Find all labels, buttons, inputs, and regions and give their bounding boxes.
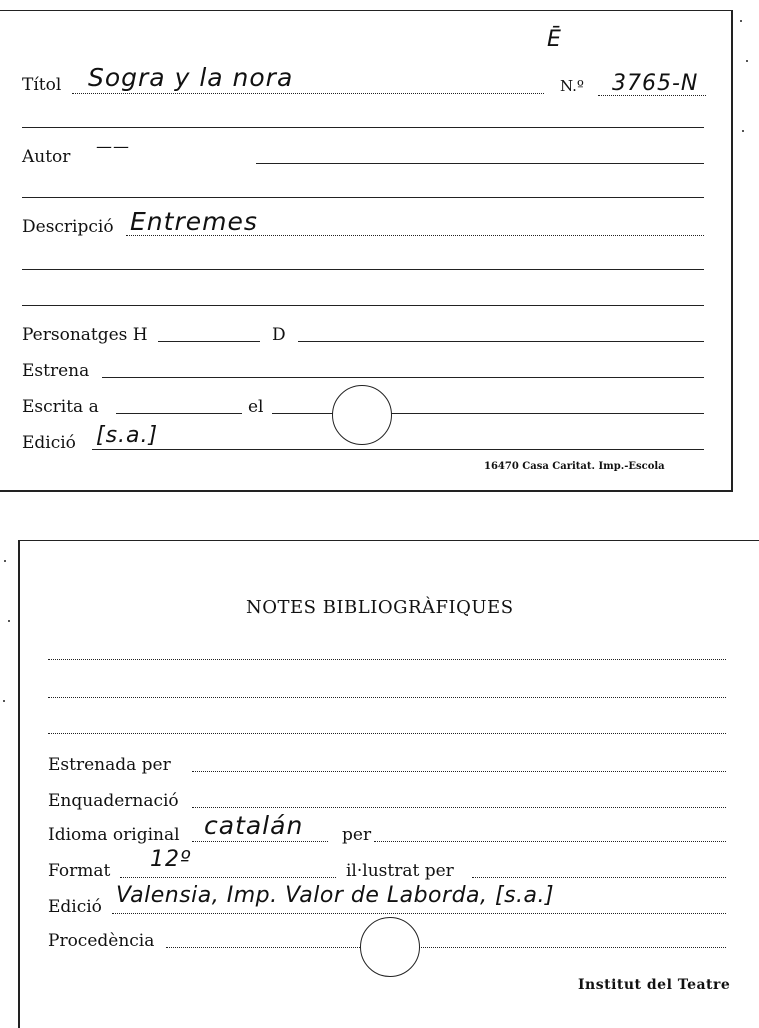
speck	[742, 130, 744, 132]
autor-value: ——	[96, 137, 130, 156]
back-edicio-value: Valensia, Imp. Valor de Laborda, [s.a.]	[116, 883, 555, 908]
procedencia-label: Procedència	[48, 931, 155, 951]
titol-label: Títol	[22, 75, 62, 95]
rule-3	[22, 269, 704, 270]
idioma-per-line	[374, 841, 726, 842]
idioma-label: Idioma original	[48, 825, 180, 845]
rule-4	[22, 305, 704, 306]
escrita-line	[116, 413, 242, 414]
escrita-label: Escrita a	[22, 397, 99, 417]
estrena-label: Estrena	[22, 361, 90, 381]
titol-line	[72, 93, 544, 94]
back-card	[18, 540, 759, 1028]
notes-line-3	[48, 733, 726, 734]
notes-heading: NOTES BIBLIOGRÀFIQUES	[246, 597, 514, 618]
format-label: Format	[48, 861, 111, 881]
printer-imprint: 16470 Casa Caritat. Imp.-Escola	[484, 461, 665, 472]
titol-value: Sogra y la nora	[88, 63, 294, 92]
estrenada-line	[192, 771, 726, 772]
speck	[740, 20, 742, 22]
autor-line	[256, 163, 704, 164]
edicio-value: [s.a.]	[96, 423, 159, 448]
estrena-line	[102, 377, 704, 378]
illustrat-line	[472, 877, 726, 878]
notes-line-2	[48, 697, 726, 698]
rule-2	[22, 197, 704, 198]
numero-value: 3765-N	[612, 71, 699, 96]
back-edicio-line	[112, 913, 726, 914]
format-value: 12º	[150, 847, 192, 872]
autor-label: Autor	[22, 147, 71, 167]
edicio-line	[92, 449, 704, 450]
personatges-d-line	[298, 341, 704, 342]
idioma-line	[192, 841, 328, 842]
personatges-h-line	[158, 341, 260, 342]
front-card	[0, 10, 733, 492]
descripcio-value: Entremes	[130, 207, 258, 236]
enquadernacio-line	[192, 807, 726, 808]
punch-hole-front	[332, 385, 392, 445]
idioma-per-label: per	[342, 825, 372, 845]
descripcio-label: Descripció	[22, 217, 114, 237]
speck	[746, 60, 748, 62]
mark-handwritten: Ē	[547, 27, 562, 52]
idioma-value: catalán	[204, 811, 304, 840]
institution-footer: Institut del Teatre	[578, 977, 731, 993]
notes-line-1	[48, 659, 726, 660]
rule-1	[22, 127, 704, 128]
numero-label: N.º	[560, 77, 584, 95]
format-line	[120, 877, 336, 878]
enquadernacio-label: Enquadernació	[48, 791, 179, 811]
procedencia-line	[166, 947, 726, 948]
punch-hole-back	[360, 917, 420, 977]
edicio-label: Edició	[22, 433, 76, 453]
speck	[4, 560, 6, 562]
numero-line	[598, 95, 706, 96]
speck	[8, 620, 10, 622]
illustrat-label: il·lustrat per	[346, 861, 454, 881]
personatges-label: Personatges H	[22, 325, 148, 345]
descripcio-line	[126, 235, 704, 236]
escrita-el-label: el	[248, 397, 264, 417]
personatges-d-label: D	[272, 325, 286, 345]
back-edicio-label: Edició	[48, 897, 102, 917]
speck	[3, 700, 5, 702]
estrenada-label: Estrenada per	[48, 755, 171, 775]
